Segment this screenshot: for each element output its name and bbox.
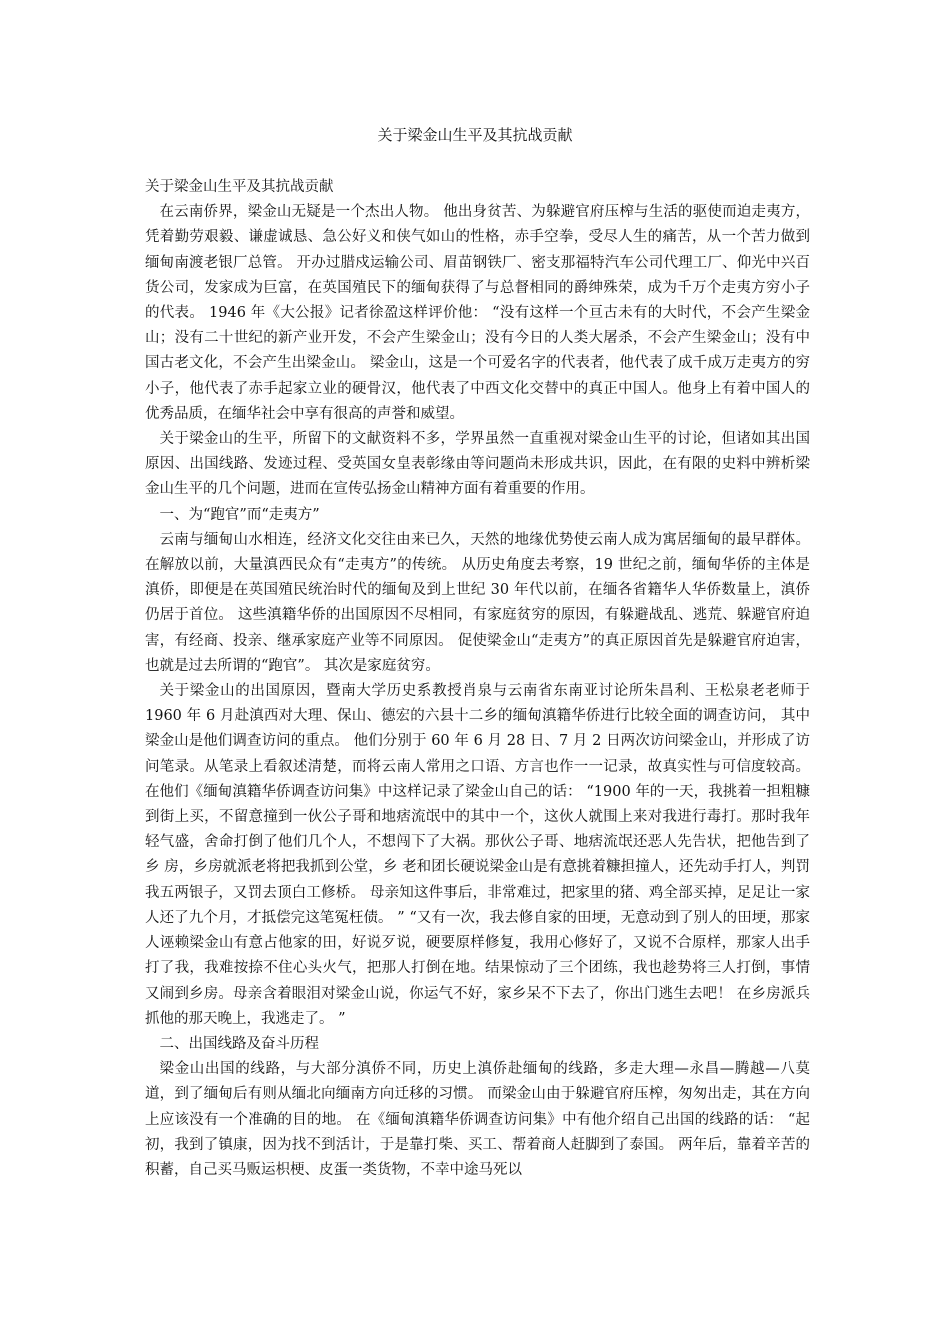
document-body	[145, 175, 810, 1183]
paragraph-sources: 关于梁金山的生平，所留下的文献资料不多，学界虽然一直重视对梁金山生平的讨论，但诸如其出国原因、出国线路、发迹过程、受英国女皇表彰缘由等问题尚未形成共识，因此，在有限的史料中辨析梁金山生平的几个问题，进而在宣传弘扬金山精神方面有着重要的作用。	[145, 431, 810, 498]
section-heading-1: 一、为“跑官”而“走夷方”	[159, 506, 320, 523]
paragraph-interview: 关于梁金山的出国原因，暨南大学历史系教授肖泉与云南省东南亚讨论所朱昌利、王松泉老老师于 1960 年 6 月赴滇西对大理、保山、德宏的六县十二乡的缅甸滇籍华侨进行比较全面的调查访问， 其中梁金山是他们调查访问的重点。 他们分别于 60 年 6 月 28 日、7 月 2 日两次访问梁金山，并形成了访问笔录。从笔录上看叙述清楚，而将云南人常用之口语、方言也作一一记录，故真实性与可信度较高。 在他们《缅甸滇籍华侨调查访问集》中这样记录了梁金山自己的话： “1900 年的一天，我挑着一担粗糠到街上买，不留意撞到一伙公子哥和地痞流氓中的其中一个，这伙人就围上来对我进行毒打。那时我年轻气盛，舍命打倒了他们几个人，不想闯下了大祸。那伙公子哥、地痞流氓还恶人先告状，把他告到了乡 房，乡房就派老将把我抓到公堂，乡 老和团长硬说梁金山是有意挑着糠担撞人，还先动手打人，判罚我五两银子，又罚去顶白工修桥。 母亲知这件事后，非常难过，把家里的猪、鸡全部买掉，足足让一家人还了九个月，才抵偿完这笔冤枉债。 ” “又有一次，我去修自家的田埂，无意动到了别人的田埂，那家人诬赖梁金山有意占他家的田，好说歹说，硬要原样修复，我用心修好了，又说不合原样，那家人出手打了我，我难按捺不住心头火气，把那人打倒在地。结果惊动了三个团练，我也趁势将三人打倒，事情又闹到乡房。母亲含着眼泪对梁金山说，你运气不好，家乡呆不下去了，你出门逃生去吧！ 在乡房派兵抓他的那天晚上，我逃走了。 ”	[145, 683, 810, 1027]
section-heading-2: 二、出国线路及奋斗历程	[159, 1035, 319, 1052]
document-title: 关于梁金山生平及其抗战贡献	[377, 126, 573, 144]
document-subtitle: 关于梁金山生平及其抗战贡献	[145, 179, 334, 195]
paragraph-intro: 在云南侨界，梁金山无疑是一个杰出人物。 他出身贫苦、为躲避官府压榨与生活的驱使而迫走夷方，凭着勤劳艰毅、谦虚诚恳、急公好义和侠气如山的性格，赤手空拳，受尽人生的痛苦，从一个苦力做到缅甸南渡老银厂总管。 开办过腊戍运输公司、眉苗钢铁厂、密支那福特汽车公司代理工厂、仰光中兴百货公司，发家成为巨富，在英国殖民下的缅甸获得了与总督相同的爵绅殊荣，成为千万个走夷方穷小子的代表。 1946 年《大公报》记者徐盈这样评价他： “没有这样一个亘古未有的大时代，不会产生梁金山；没有二十世纪的新产业开发，不会产生梁金山；没有今日的人类大屠杀，不会产生梁金山；没有中国古老文化，不会产生出梁金山。 梁金山，这是一个可爱名字的代表者，他代表了成千成万走夷方的穷小子，他代表了赤手起家立业的硬骨汉，他代表了中西文化交替中的真正中国人。他身上有着中国人的优秀品质，在缅华社会中享有很高的声誉和威望。	[145, 204, 810, 422]
paragraph-background: 云南与缅甸山水相连，经济文化交往由来已久，天然的地缘优势使云南人成为寓居缅甸的最早群体。 在解放以前，大量滇西民众有“走夷方”的传统。 从历史角度去考察，19 世纪之前，缅甸华侨的主体是滇侨，即便是在英国殖民统治时代的缅甸及到上世纪 30 年代以前，在缅各省籍华人华侨数量上，滇侨仍居于首位。 这些滇籍华侨的出国原因不尽相同，有家庭贫穷的原因，有躲避战乱、逃荒、躲避官府迫害，有经商、投亲、继承家庭产业等不同原因。 促使梁金山“走夷方”的真正原因首先是躲避官府迫害，也就是过去所谓的“跑官”。 其次是家庭贫穷。	[145, 531, 810, 674]
paragraph-route: 梁金山出国的线路，与大部分滇侨不同，历史上滇侨赴缅甸的线路，多走大理—永昌—腾越—八莫道，到了缅甸后有则从缅北向缅南方向迁移的习惯。 而梁金山由于躲避官府压榨，匆匆出走，其在方向上应该没有一个准确的目的地。 在《缅甸滇籍华侨调查访问集》中有他介绍自己出国的线路的话： “起初，我到了镇康，因为找不到活计，于是靠打柴、买工、帮着商人赶脚到了泰国。 两年后，靠着辛苦的积蓄，自己买马贩运枳梗、皮蛋一类货物，不幸中途马死以	[145, 1061, 810, 1178]
